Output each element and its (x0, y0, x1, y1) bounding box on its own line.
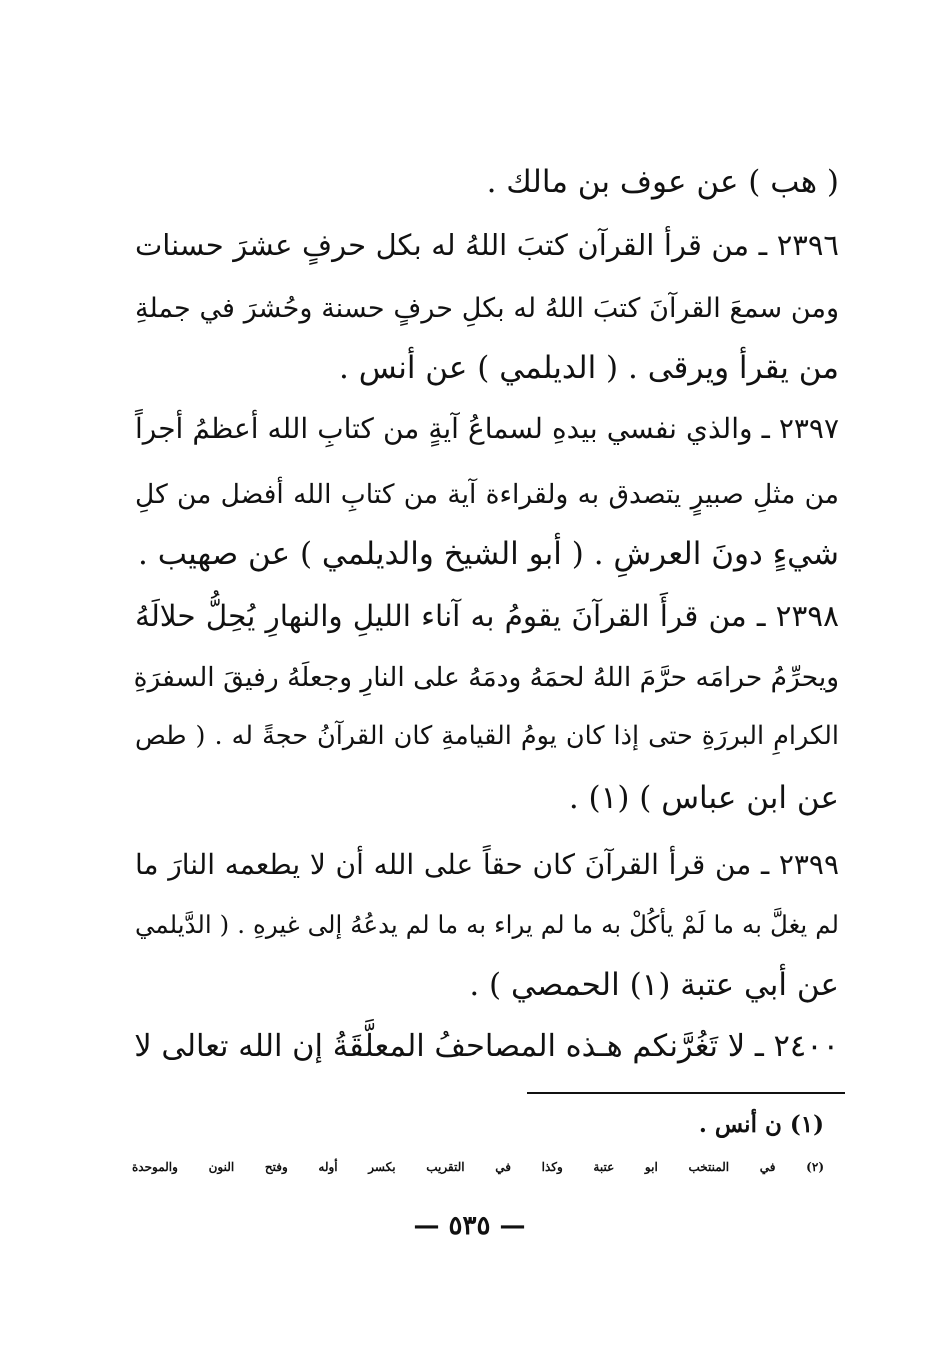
text-line-7: شيءٍ دونَ العرشِ . ( أبو الشيخ والديلمي ) عن صهيب . (138, 536, 839, 572)
footnote-separator (527, 1092, 845, 1094)
text-line-6: من مثلِ صبيرٍ يتصدق به ولقراءة آية من كتابِ الله أفضل من كلِ (135, 479, 839, 510)
text-line-10: الكرامِ البررَةِ حتى إذا كان يومُ القيامةِ كان القرآنُ حجةً له . ( طص (135, 721, 839, 751)
text-line-11: عن ابن عباس ) (١) . (568, 780, 839, 816)
text-line-1: ( هب ) عن عوف بن مالك . (486, 164, 839, 200)
text-line-4: من يقرأ ويرقى . ( الديلمي ) عن أنس . (338, 350, 839, 386)
footnote-1: (١) ن أنس . (698, 1111, 824, 1138)
text-line-9: ويحرِّمُ حرامَه حرَّمَ اللهُ لحمَهُ ودمَهُ على النارِ وجعلَهُ رفيقَ السفرَةِ (133, 662, 839, 693)
text-line-5: ٢٣٩٧ ـ والذي نفسي بيدهِ لسماعُ آيةٍ من كتابِ الله أعظمُ أجراً (135, 412, 839, 445)
text-line-3: ومن سمعَ القرآنَ كتبَ اللهُ له بكلِ حرفٍ حسنة وحُشرَ في جملةِ (135, 293, 839, 324)
text-line-13: لم يغلَّ به ما لَمْ يأكُلْ به ما لم يراء به ما لم يدعُهُ إلى غيرهِ . ( الدَّيلمي (135, 910, 839, 939)
page-number: — ٥٣٥ — (413, 1211, 526, 1241)
text-line-8: ٢٣٩٨ ـ من قرأَ القرآنَ يقومُ به آناء الليلِ والنهارِ يُحِلُّ حلالَهُ (135, 599, 839, 633)
text-line-14: عن أبي عتبة (١) الحمصي ) . (469, 967, 839, 1003)
text-line-12: ٢٣٩٩ ـ من قرأ القرآنَ كان حقاً على الله أن لا يطعمه النارَ ما (135, 848, 839, 881)
footnote-2: (٢) في المنتخب ابو عتبة وكذا في التقريب بكسر أوله وفتح النون والموحدة (132, 1160, 824, 1174)
text-line-2: ٢٣٩٦ ـ من قرأ القرآن كتبَ اللهُ له بكل حرفٍ عشرَ حسنات (135, 228, 839, 262)
text-line-15: ٢٤٠٠ ـ لا تَغُرَّنكم هـذه المصاحفُ المعلَّقَةُ إن الله تعالى لا (134, 1029, 839, 1064)
